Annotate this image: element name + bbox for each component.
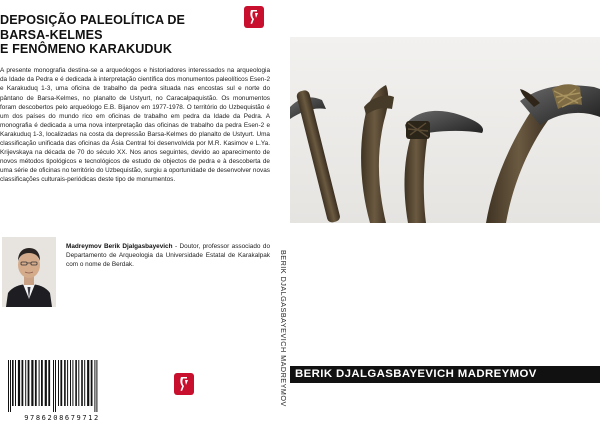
front-cover-author: BERIK DJALGASBAYEVICH MADREYMOV <box>295 368 537 380</box>
barcode-bar <box>84 360 85 406</box>
barcode-bar <box>35 360 37 406</box>
barcode-bar <box>55 360 56 412</box>
isbn-barcode <box>2 360 122 422</box>
title-line: E FENÔMENO KARAKUDUK <box>0 42 173 56</box>
barcode-bar <box>31 360 33 406</box>
author-photo <box>2 237 56 307</box>
barcode-bar <box>91 360 93 406</box>
barcode-bar <box>53 360 54 412</box>
barcode-bar <box>78 360 79 406</box>
barcode-bar <box>75 360 77 406</box>
barcode-bar <box>25 360 26 406</box>
publisher-logo-icon <box>174 373 194 395</box>
barcode-bar <box>28 360 30 406</box>
barcode-bar <box>64 360 66 406</box>
spine-author <box>276 250 290 420</box>
back-cover-blurb: A presente monografia destina-se a arqueólogos e historiadores interessados na arqueologia da Idade da Pedra e é dedicada à interpretação científica dos monumentos paleolíticos Esen-2 e Karakuduq 1-3, uma oficina de trabalho da pedra situada nas encostas sul e norte do pântano de Barsa-Kelmes, no planalto de Ustyurt, no Caracalpaquistão. Os monumentos foram descobertos pelo arqueólogo E.B. Bijanov em 1977-1978. O território do Uzbequistão é um dos países do mundo rico em oficinas de trabalho em pedra da Idade da Pedra. A monografia é dedicada a uma nova interpretação das oficinas de trabalho da pedra Esen-2 e Karakuduq 1-3, localizadas na costa da depressão Barsa-Kelmes do planalto de Ustyurt. Uma classificação unificada das oficinas da Ásia Central foi desenvolvida por M.R. Kasimov e L.Ya. Krijevskaya na década de 70 do século XX. Nos anos seguintes, devido ao aparecimento de novos métodos tipológicos e tecnológicos de estudo de objectos de pedra e à descoberta de uma série de oficinas no território do Uzbequistão, surgiu a oportunidade de desenvolver novas classificações culturais-periódicas deste tipo de monumentos. <box>0 67 270 183</box>
barcode-bar <box>41 360 43 406</box>
barcode-bar <box>96 360 97 412</box>
barcode-bar <box>10 360 11 412</box>
publisher-logo-icon <box>244 6 264 28</box>
title-line: BARSA-KELMES <box>0 27 103 42</box>
barcode-bars-icon <box>2 360 122 412</box>
barcode-bar <box>12 360 14 406</box>
back-cover-title <box>0 13 240 57</box>
barcode-bar <box>72 360 73 406</box>
spine-author-text: BERIK DJALGASBAYEVICH MADREYMOV <box>279 250 288 407</box>
barcode-bar <box>15 360 16 406</box>
barcode-bar <box>8 360 9 412</box>
barcode-bar <box>81 360 83 406</box>
barcode-bar <box>58 360 59 406</box>
barcode-bar <box>39 360 40 406</box>
barcode-bar <box>60 360 62 406</box>
barcode-bar <box>70 360 71 406</box>
isbn-number: 9786208679712 <box>24 414 100 422</box>
title-line: DEPOSIÇÃO PALEOLÍTICA DE <box>0 13 186 27</box>
barcode-bar <box>87 360 89 406</box>
author-bio <box>66 242 270 269</box>
barcode-bar <box>45 360 47 406</box>
barcode-bar <box>94 360 95 412</box>
barcode-bar <box>67 360 68 406</box>
author-bio-name: Madreymov Berik Djalgasbayevich <box>66 243 173 251</box>
barcode-bar <box>18 360 20 406</box>
barcode-bar <box>22 360 24 406</box>
front-cover-photo <box>290 37 600 223</box>
author-bio-text: - Doutor, professor associado do Departamento de Arqueologia da Universidade Estatal de Karakalpak com o nome de Berdak. <box>66 243 271 269</box>
barcode-bar <box>48 360 50 406</box>
